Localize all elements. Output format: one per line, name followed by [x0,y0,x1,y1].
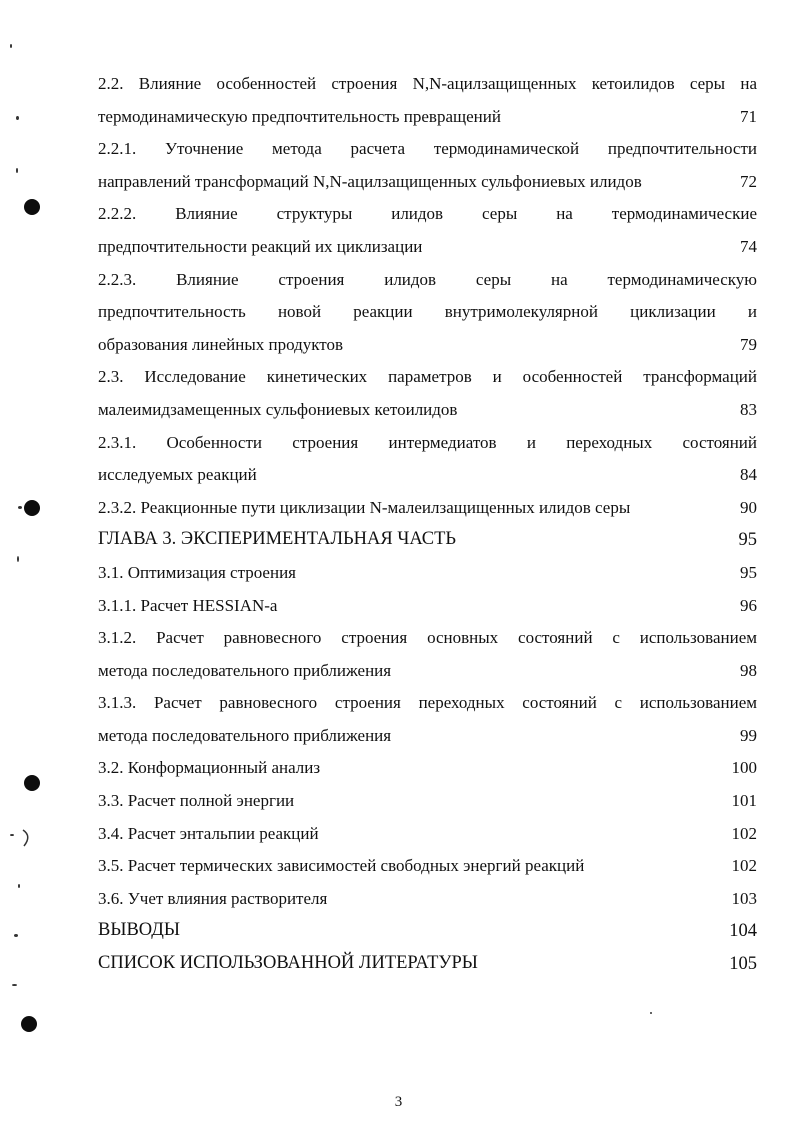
toc-entry-text: 3.1.3. Расчет равновесного строения переходных состояний с использованием [98,693,757,713]
toc-entry-text: предпочтительность новой реакции внутримолекулярной циклизации и [98,302,757,322]
toc-page-number: 99 [740,725,757,745]
toc-entry-text: 3.1.2. Расчет равновесного строения основных состояний с использованием [98,628,757,648]
toc-entry-text: метода последовательного приближения [98,725,392,745]
toc-entry-text: 2.2.2. Влияние структуры илидов серы на термодинамические [98,204,757,224]
toc-page-number: 103 [731,888,757,908]
toc-entry-text: 2.2. Влияние особенностей строения N,N-ацилзащищенных кетоилидов серы на [98,74,757,93]
toc-entry-text: исследуемых реакций [98,465,257,485]
toc-entry-text: 3.3. Расчет полной энергии [98,791,295,811]
toc-entry-text: 3.1. Оптимизация строения [98,562,296,582]
toc-page-number: 100 [731,758,757,778]
scan-speck [10,44,12,48]
page-number: 3 [394,1094,403,1110]
toc-page-number: 104 [729,921,757,942]
toc-entry-text: СПИСОК ИСПОЛЬЗОВАННОЙ ЛИТЕРАТУРЫ [98,953,478,974]
toc-page-number: 98 [740,660,757,680]
scan-speck [650,1012,652,1014]
toc-page-number: 71 [740,106,757,126]
toc-page-number: 83 [740,399,757,419]
toc-entry-text: 2.2.3. Влияние строения илидов серы на термодинамическую [98,269,757,289]
toc-entry-text: 2.3.1. Особенности строения интермедиатов и переходных состояний [98,432,757,452]
scan-speck [17,556,19,562]
toc-page-number: 74 [740,236,757,256]
toc-entry-text: ВЫВОДЫ [98,920,181,941]
toc-entry-text: направлений трансформаций N,N-ацилзащищенных сульфониевых илидов [98,171,642,191]
punch-hole-3 [24,775,40,791]
toc-entry-line [98,331,757,364]
toc-entry-line [98,722,757,755]
scan-mark-icon [8,826,36,850]
toc-entry-line [98,70,757,103]
punch-hole-4 [21,1016,37,1032]
toc-page-number: 90 [740,497,757,517]
scan-speck [16,116,19,120]
toc-page-number: 95 [740,562,757,582]
toc-entry-line [98,787,757,820]
punch-hole-1 [24,199,40,215]
toc-entry-text: 2.3.2. Реакционные пути циклизации N-малеилзащищенных илидов серы [98,497,631,517]
toc-page-number: 84 [740,465,757,485]
toc-entry-line [98,461,757,494]
toc-entry-line [98,852,757,885]
toc-entry-line [98,363,757,396]
toc-entry-line [98,200,757,233]
toc-entry-text: 2.2.1. Уточнение метода расчета термодинамической предпочтительности [98,139,757,159]
toc-page-number: 96 [740,595,757,615]
scan-speck [18,506,22,509]
toc-entry-line [98,885,757,918]
toc-entry-text: 3.4. Расчет энтальпии реакций [98,823,319,843]
toc-entry-line [98,689,757,722]
toc-entry-line [98,233,757,266]
toc-entry-line [98,820,757,853]
scan-speck [16,168,18,173]
toc-entry-line [98,396,757,429]
toc-entry-text: образования линейных продуктов [98,334,344,354]
toc-page-number: 105 [729,954,757,975]
toc-entry-line [98,657,757,690]
toc-page-number: 102 [731,823,757,843]
scan-speck [18,884,20,888]
toc-entry-line [98,592,757,625]
toc-page-number: 102 [731,856,757,876]
toc-page-number: 95 [738,530,757,551]
toc-entry-text: 3.2. Конформационный анализ [98,758,321,778]
scan-speck [14,934,18,937]
toc-page-number: 101 [731,791,757,811]
toc-entry-text: термодинамическую предпочтительность превращений [98,106,501,126]
punch-hole-2 [24,500,40,516]
toc-entry-text: 3.5. Расчет термических зависимостей свободных энергий реакций [98,856,585,876]
toc-entry-text: малеимидзамещенных сульфониевых кетоилидов [98,399,458,419]
table-of-contents [98,70,757,983]
toc-entry-line [98,917,757,950]
toc-entry-line [98,950,757,983]
toc-entry-text: 2.3. Исследование кинетических параметров и особенностей трансформаций [98,367,757,387]
toc-page-number: 79 [740,334,757,354]
toc-entry-line [98,624,757,657]
toc-entry-line [98,754,757,787]
toc-entry-line [98,266,757,299]
toc-entry-line [98,494,757,527]
toc-entry-line [98,298,757,331]
toc-entry-text: ГЛАВА 3. ЭКСПЕРИМЕНТАЛЬНАЯ ЧАСТЬ [98,529,457,550]
toc-entry-line [98,559,757,592]
toc-entry-line [98,103,757,136]
toc-entry-line [98,168,757,201]
toc-entry-text: метода последовательного приближения [98,660,392,680]
toc-entry-line [98,135,757,168]
toc-entry-line [98,526,757,559]
toc-entry-text: 3.6. Учет влияния растворителя [98,888,328,908]
toc-entry-text: 3.1.1. Расчет HESSIAN-a [98,595,278,615]
toc-entry-text: предпочтительности реакций их циклизации [98,236,423,256]
toc-page-number: 72 [740,171,757,191]
toc-entry-line [98,429,757,462]
scan-speck [12,984,17,986]
